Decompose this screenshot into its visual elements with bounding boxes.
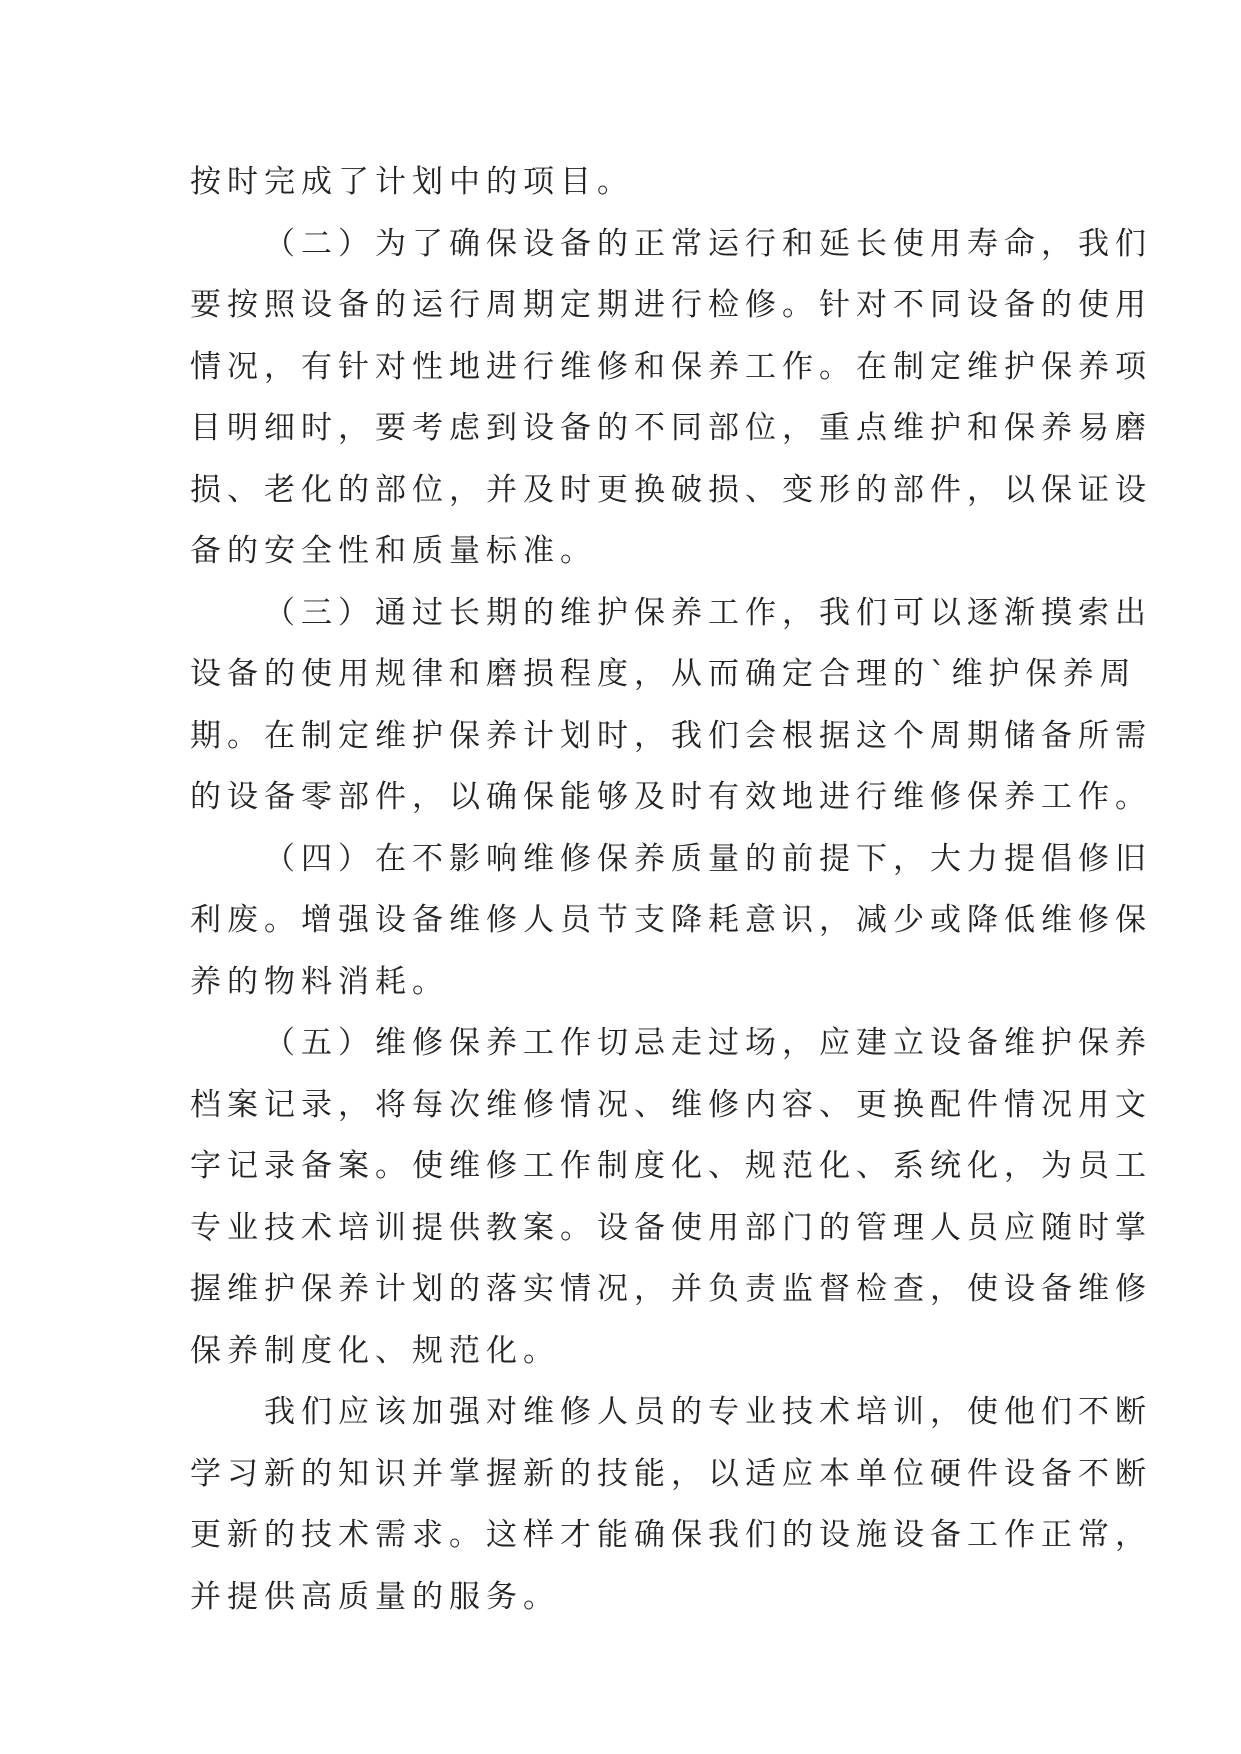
text-line: 设备的使用规律和磨损程度，从而确定合理的`维护保养周 [190,656,1137,692]
text-line: 养的物料消耗。 [190,963,449,1000]
text-line: 保养制度化、规范化。 [190,1332,560,1369]
text-line: （四）在不影响维修保养质量的前提下，大力提倡修旧 [264,840,1152,877]
text-line: 情况，有针对性地进行维修和保养工作。在制定维护保养项 [190,348,1152,385]
text-line: （二）为了确保设备的正常运行和延长使用寿命，我们 [264,225,1152,262]
text-line: 期。在制定维护保养计划时，我们会根据这个周期储备所需 [190,717,1152,754]
text-line: 更新的技术需求。这样才能确保我们的设施设备工作正常， [190,1517,1152,1553]
text-line: （三）通过长期的维护保养工作，我们可以逐渐摸索出 [264,594,1152,631]
text-line: 字记录备案。使维修工作制度化、规范化、系统化，为员工 [190,1148,1152,1184]
text-line: 的设备零部件，以确保能够及时有效地进行维修保养工作。 [190,779,1152,815]
text-line: 备的安全性和质量标准。 [190,533,597,569]
document-body [190,152,1152,1628]
text-line: 我们应该加强对维修人员的专业技术培训，使他们不断 [264,1394,1152,1430]
text-line: 学习新的知识并掌握新的技能，以适应本单位硬件设备不断 [190,1455,1152,1492]
text-line: 损、老化的部位，并及时更换破损、变形的部件，以保证设 [190,471,1152,508]
text-line: 档案记录，将每次维修情况、维修内容、更换配件情况用文 [190,1086,1152,1123]
text-line: 握维护保养计划的落实情况，并负责监督检查，使设备维修 [190,1271,1152,1307]
text-line: 并提供高质量的服务。 [190,1578,560,1615]
text-line: 利废。增强设备维修人员节支降耗意识，减少或降低维修保 [190,902,1152,938]
text-line: 目明细时，要考虑到设备的不同部位，重点维护和保养易磨 [190,410,1152,446]
text-line: （五）维修保养工作切忌走过场，应建立设备维护保养 [264,1025,1152,1061]
text-line: 专业技术培训提供教案。设备使用部门的管理人员应随时掌 [190,1209,1152,1246]
text-line: 按时完成了计划中的项目。 [190,164,634,200]
text-line: 要按照设备的运行周期定期进行检修。针对不同设备的使用 [190,287,1152,323]
